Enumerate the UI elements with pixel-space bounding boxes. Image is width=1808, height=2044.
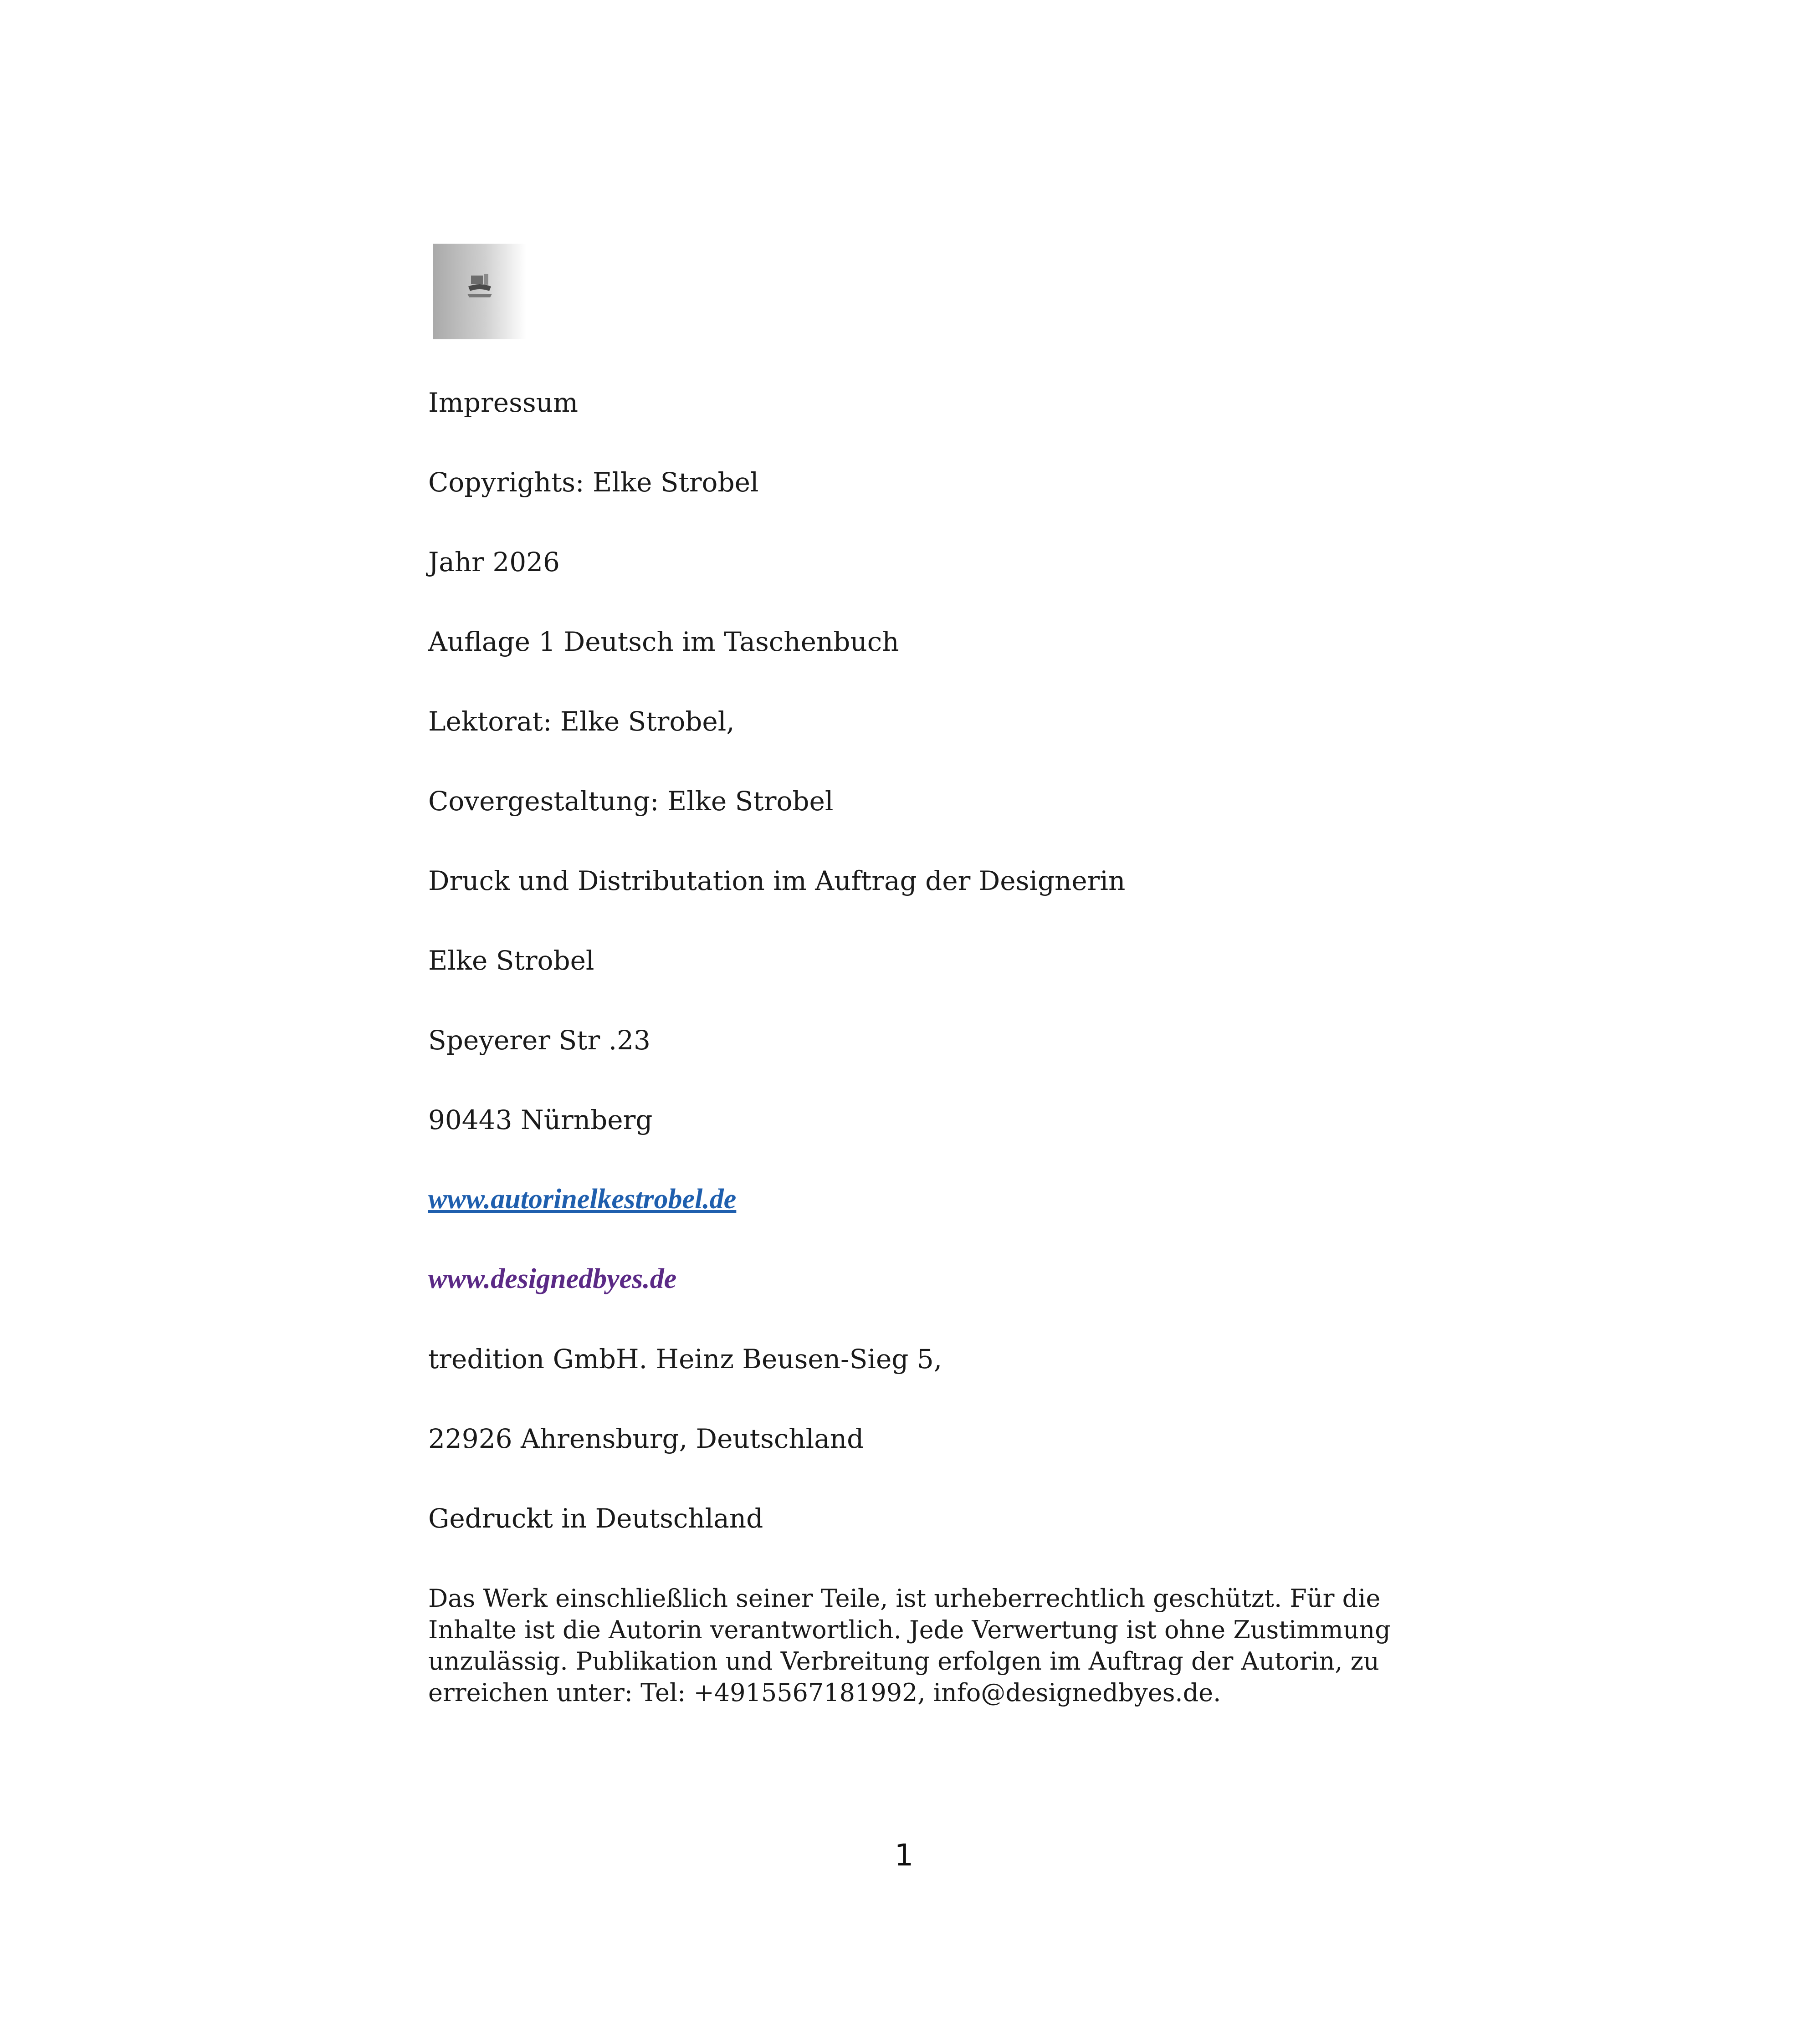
printed-in-line: Gedruckt in Deutschland (428, 1503, 763, 1534)
copyright-line: Copyrights: Elke Strobel (428, 467, 759, 498)
page-number: 1 (894, 1838, 914, 1873)
publisher-city-line: 22926 Ahrensburg, Deutschland (428, 1423, 864, 1454)
cover-design-line: Covergestaltung: Elke Strobel (428, 786, 834, 817)
editing-line: Lektorat: Elke Strobel, (428, 706, 735, 737)
contact-street: Speyerer Str .23 (428, 1025, 650, 1056)
edition-line: Auflage 1 Deutsch im Taschenbuch (428, 626, 899, 657)
website-designer-line (428, 1265, 676, 1293)
legal-notice: Das Werk einschließlich seiner Teile, ist urheberrechtlich geschützt. Für die Inhalte ist die Autorin verantwortlich. Jede Verwertung ist ohne Zustimmung unzulässig. Publikation und Verbreitung erfolgen im Auftrag der Autorin, zu erreichen unter: Tel: +4915567181992, info@designedbyes.de. (428, 1584, 1391, 1707)
imprint-title: Impressum (428, 387, 578, 418)
contact-name: Elke Strobel (428, 945, 594, 976)
publisher-emblem-icon (464, 271, 496, 303)
website-author-line (428, 1185, 736, 1213)
publisher-logo (433, 244, 526, 339)
contact-city: 90443 Nürnberg (428, 1104, 653, 1135)
website-author-link[interactable]: www.autorinelkestrobel.de (428, 1184, 737, 1215)
website-designer-link[interactable]: www.designedbyes.de (428, 1263, 677, 1294)
print-distribution-line: Druck und Distributation im Auftrag der Designerin (428, 865, 1126, 896)
publisher-line: tredition GmbH. Heinz Beusen-Sieg 5, (428, 1344, 942, 1375)
year-line: Jahr 2026 (428, 547, 560, 577)
